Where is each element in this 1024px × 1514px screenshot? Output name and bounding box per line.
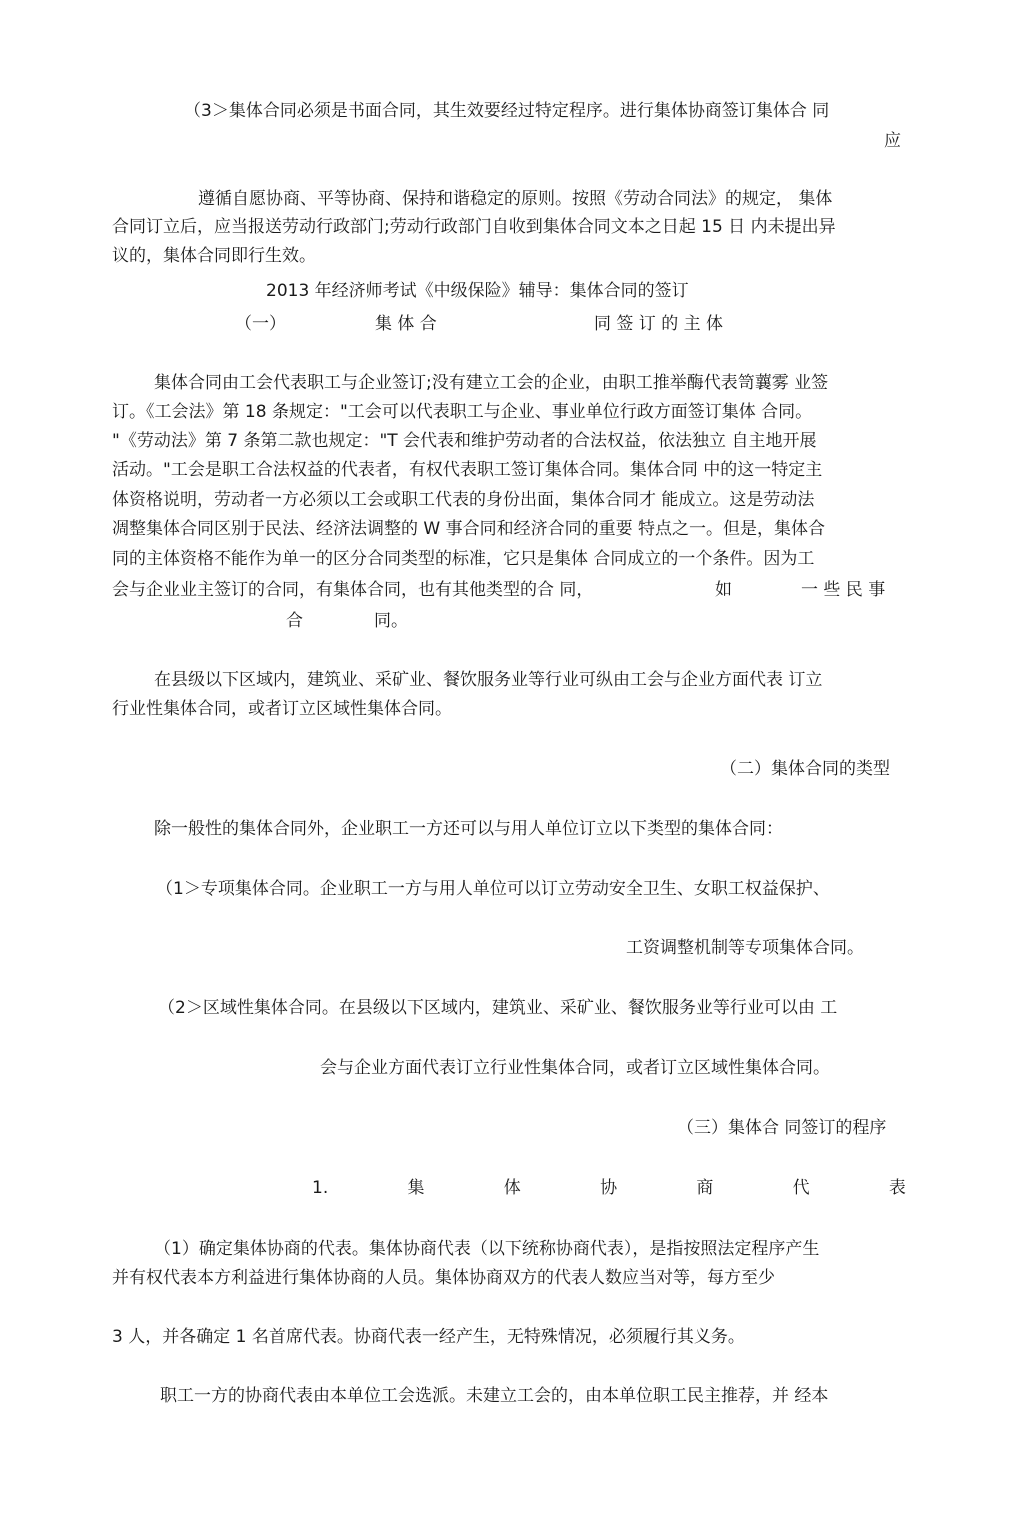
subsection-1-char: 商 [696, 1178, 714, 1198]
paragraph-subject-line-1: 集体合同由工会代表职工与企业签订;没有建立工会的企业，由职工推举酶代表笥蘘雾 业签 [154, 373, 829, 393]
paragraph-subject-line-8-part-1: 会与企业业主签订的合同，有集体合同，也有其他类型的合 同， [112, 580, 594, 600]
section-one-title-part-1: 集 体 合 [375, 314, 437, 334]
paragraph-subject-line-3: "《劳动法》第 7 条第二款也规定："T 会代表和维护劳动者的合法权益，依法独立 自主地开展 [112, 431, 817, 451]
subsection-1-char: 代 [792, 1178, 810, 1198]
paragraph-subject-line-8-part-3: 一 些 民 事 [801, 580, 886, 600]
paragraph-worker-representatives: 职工一方的协商代表由本单位工会选派。未建立工会的，由本单位职工民主推荐，并 经本 [160, 1386, 829, 1406]
subsection-1-number: 1. [312, 1178, 329, 1198]
subsection-1-heading [312, 1178, 906, 1198]
paragraph-regional-line-2: 会与企业方面代表订立行业性集体合同，或者订立区域性集体合同。 [320, 1058, 830, 1078]
paragraph-chief-representative: 3 人，并各确定 1 名首席代表。协商代表一经产生，无特殊情况，必须履行其义务。 [112, 1327, 745, 1347]
paragraph-principles-line-1: 遵循自愿协商、平等协商、保持和谐稳定的原则。按照《劳动合同法》的规定， 集体 [198, 189, 833, 209]
paragraph-representatives-line-1: （1）确定集体协商的代表。集体协商代表（以下统称协商代表），是指按照法定程序产生 [154, 1239, 820, 1259]
paragraph-3-line-1: （3＞集体合同必须是书面合同，其生效要经过特定程序。进行集体协商签订集体合 同 [184, 101, 830, 121]
paragraph-subject-line-7: 同的主体资格不能作为单一的区分合同类型的标准，它只是集体 合同成立的一个条件。因为工 [112, 549, 815, 569]
paragraph-principles-line-3: 议的，集体合同即行生效。 [112, 246, 316, 266]
paragraph-representatives-line-2: 并有权代表本方利益进行集体协商的人员。集体协商双方的代表人数应当对等，每方至少 [112, 1268, 775, 1288]
paragraph-subject-line-8-part-2: 如 [715, 580, 732, 600]
paragraph-subject-line-6: 凋整集体合同区别于民法、经济法调整的 W 事合同和经济合同的重要 特点之一。但是，集体合 [112, 519, 826, 539]
section-one-number: （一） [235, 314, 286, 334]
paragraph-special-line-2: 工资调整机制等专项集体合同。 [626, 938, 864, 958]
subsection-1-char: 集 [407, 1178, 425, 1198]
subsection-1-char: 协 [600, 1178, 618, 1198]
paragraph-subject-line-5: 体资格说明，劳动者一方必须以工会或职工代表的身份出面，集体合同才 能成立。这是劳动法 [112, 490, 815, 510]
section-two-heading: （二）集体合同的类型 [720, 759, 890, 779]
paragraph-special-line-1: （1＞专项集体合同。企业职工一方与用人单位可以订立劳动安全卫生、女职工权益保护、 [156, 879, 830, 899]
paragraph-subject-line-4: 活动。"工会是职工合法权益的代表者，有权代表职工签订集体合同。集体合同 中的这一特定主 [112, 460, 823, 480]
subsection-1-char: 体 [503, 1178, 521, 1198]
paragraph-subject-line-9-part-1: 合 [286, 611, 303, 631]
paragraph-regional-line-1: （2＞区域性集体合同。在县级以下区域内，建筑业、采矿业、餐饮服务业等行业可以由 工 [158, 998, 838, 1018]
paragraph-types-intro: 除一般性的集体合同外，企业职工一方还可以与用人单位订立以下类型的集体合同： [154, 819, 783, 839]
paragraph-subject-line-2: 订。《工会法》第 18 条规定："工会可以代表职工与企业、事业单位行政方面签订集体 合同。 [112, 402, 813, 422]
article-title: 2013 年经济师考试《中级保险》辅导：集体合同的签订 [266, 281, 689, 301]
section-three-heading: （三）集体合 同签订的程序 [677, 1118, 887, 1138]
paragraph-principles-line-2: 合同订立后，应当报送劳动行政部门;劳动行政部门自收到集体合同文本之日起 15 日 内未提出异 [112, 217, 836, 237]
paragraph-county-line-2: 行业性集体合同，或者订立区域性集体合同。 [112, 699, 452, 719]
subsection-1-char: 表 [888, 1178, 906, 1198]
paragraph-3-line-2: 应 [884, 131, 901, 151]
paragraph-county-line-1: 在县级以下区域内，建筑业、采矿业、餐饮服务业等行业可纵由工会与企业方面代表 订立 [154, 670, 823, 690]
paragraph-subject-line-9-part-2: 同。 [374, 611, 408, 631]
section-one-title-part-2: 同 签 订 的 主 体 [594, 314, 724, 334]
